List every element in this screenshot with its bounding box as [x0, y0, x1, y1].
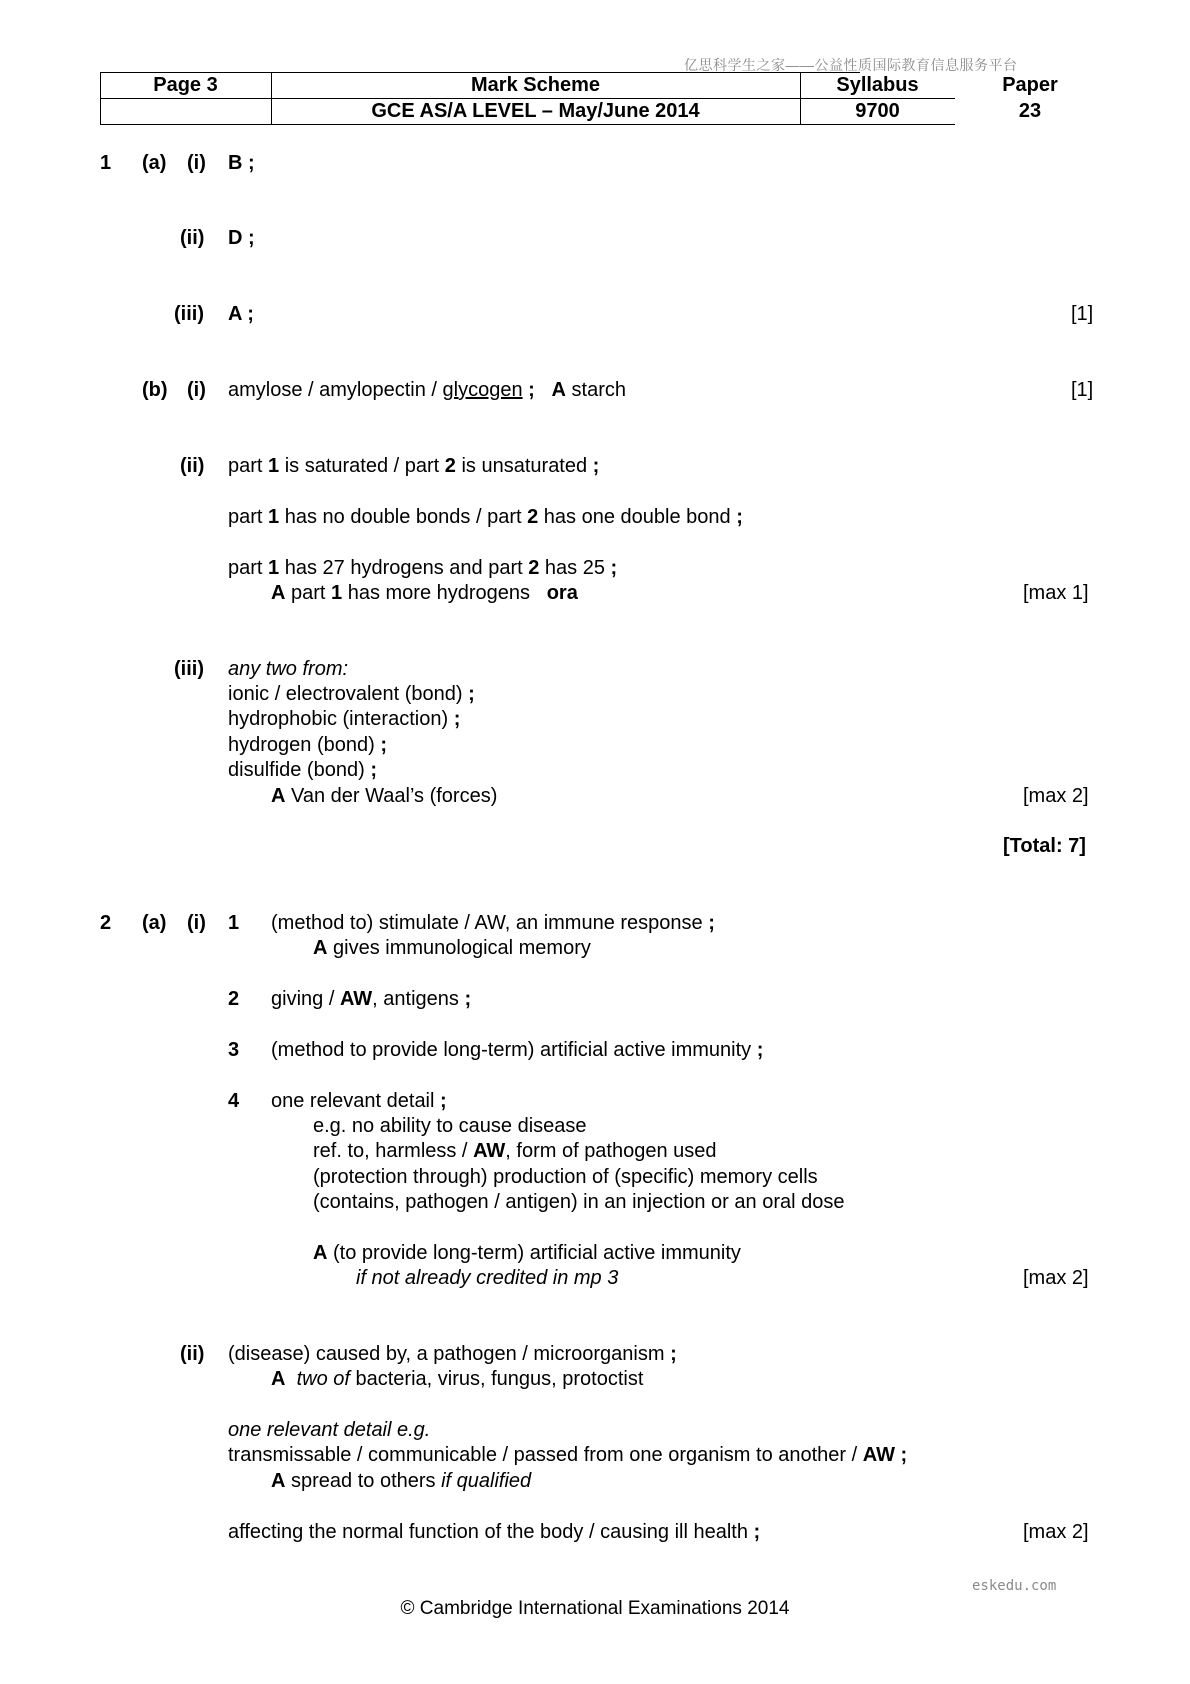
q2ai-label: (i)	[187, 912, 206, 934]
q2ai-detail: (protection through) production of (specific) memory cells	[313, 1166, 818, 1188]
q2ai-detail: ref. to, harmless / AW, form of pathogen used	[313, 1140, 717, 1162]
q1aiii-answer: A ;	[228, 303, 254, 325]
q1biii-accept: A Van der Waal’s (forces)	[271, 785, 498, 807]
q2aii-line3: affecting the normal function of the body / causing ill health ;	[228, 1521, 761, 1543]
footer-copyright: © Cambridge International Examinations 2014	[400, 1598, 790, 1619]
q1-number: 1	[100, 152, 112, 174]
q2aii-detail-intro: one relevant detail e.g.	[228, 1419, 431, 1441]
header-paper-num: 23	[1018, 100, 1042, 122]
q1-total: [Total: 7]	[1003, 835, 1086, 857]
q2aii-line2: transmissable / communicable / passed from one organism to another / AW ;	[228, 1444, 908, 1466]
q1bii-label: (ii)	[180, 455, 205, 477]
q2ai-mark: [max 2]	[1023, 1267, 1089, 1289]
watermark-bottom: eskedu.com	[972, 1578, 1057, 1594]
q1biii-label: (iii)	[174, 658, 204, 680]
q1aii-label: (ii)	[180, 227, 205, 249]
q2ai-point1: (method to) stimulate / AW, an immune response ;	[271, 912, 715, 934]
q1ai-answer: B ;	[228, 152, 255, 174]
q1biii-item: hydrophobic (interaction) ;	[228, 708, 461, 730]
q1aiii-label: (iii)	[174, 303, 204, 325]
q1bi-label: (i)	[187, 379, 206, 401]
q2ai-condition: if not already credited in mp 3	[356, 1267, 619, 1289]
header-paper-label: Paper	[1002, 74, 1058, 96]
q2aii-mark: [max 2]	[1023, 1521, 1089, 1543]
q1biii-item: disulfide (bond) ;	[228, 759, 377, 781]
q2ai-detail: (contains, pathogen / antigen) in an injection or an oral dose	[313, 1191, 845, 1213]
q2ai-point2: giving / AW, antigens ;	[271, 988, 472, 1010]
q2ai-detail: e.g. no ability to cause disease	[313, 1115, 587, 1137]
q2ai-point3: (method to provide long-term) artificial active immunity ;	[271, 1039, 764, 1061]
q1biii-item: hydrogen (bond) ;	[228, 734, 387, 756]
header-title: Mark Scheme	[471, 74, 600, 96]
q2ai-point1-accept: A gives immunological memory	[313, 937, 591, 959]
q1a-label: (a)	[142, 152, 167, 174]
header-syllabus-label: Syllabus	[836, 74, 919, 96]
watermark-top: 亿思科学生之家——公益性质国际教育信息服务平台	[684, 57, 1018, 73]
q1bi-mark: [1]	[1071, 379, 1094, 401]
header-table	[100, 72, 1058, 125]
q1bi-answer: amylose / amylopectin / glycogen ; A starch	[228, 379, 626, 401]
q1bii-line2: part 1 has no double bonds / part 2 has one double bond ;	[228, 506, 743, 528]
q1bii-accept: A part 1 has more hydrogens ora	[271, 582, 578, 604]
q1biii-item: ionic / electrovalent (bond) ;	[228, 683, 475, 705]
q1bii-line3: part 1 has 27 hydrogens and part 2 has 25 ;	[228, 557, 618, 579]
q2ai-point-number: 4	[228, 1090, 240, 1112]
q2ai-point-number: 3	[228, 1039, 240, 1061]
q2-number: 2	[100, 912, 112, 934]
q1aii-answer: D ;	[228, 227, 255, 249]
q2a-label: (a)	[142, 912, 167, 934]
q1ai-label: (i)	[187, 152, 206, 174]
q2ai-point-number: 2	[228, 988, 240, 1010]
q2ai-point4: one relevant detail ;	[271, 1090, 447, 1112]
q1biii-mark: [max 2]	[1023, 785, 1089, 807]
header-page: Page 3	[153, 74, 218, 96]
header-syllabus-code: 9700	[855, 100, 900, 122]
q2aii-accept1: A two of bacteria, virus, fungus, protoctist	[271, 1368, 644, 1390]
q1b-label: (b)	[142, 379, 168, 401]
q2aii-line1: (disease) caused by, a pathogen / microorganism ;	[228, 1343, 677, 1365]
q1bii-line1: part 1 is saturated / part 2 is unsaturated ;	[228, 455, 600, 477]
header-exam: GCE AS/A LEVEL – May/June 2014	[371, 100, 700, 122]
q1bii-mark: [max 1]	[1023, 582, 1089, 604]
q2ai-point-number: 1	[228, 912, 240, 934]
q1biii-intro: any two from:	[228, 658, 349, 680]
q2aii-accept2: A spread to others if qualified	[271, 1470, 532, 1492]
q2aii-label: (ii)	[180, 1343, 205, 1365]
q1aiii-mark: [1]	[1071, 303, 1094, 325]
q2ai-accept: A (to provide long-term) artificial active immunity	[313, 1242, 741, 1264]
